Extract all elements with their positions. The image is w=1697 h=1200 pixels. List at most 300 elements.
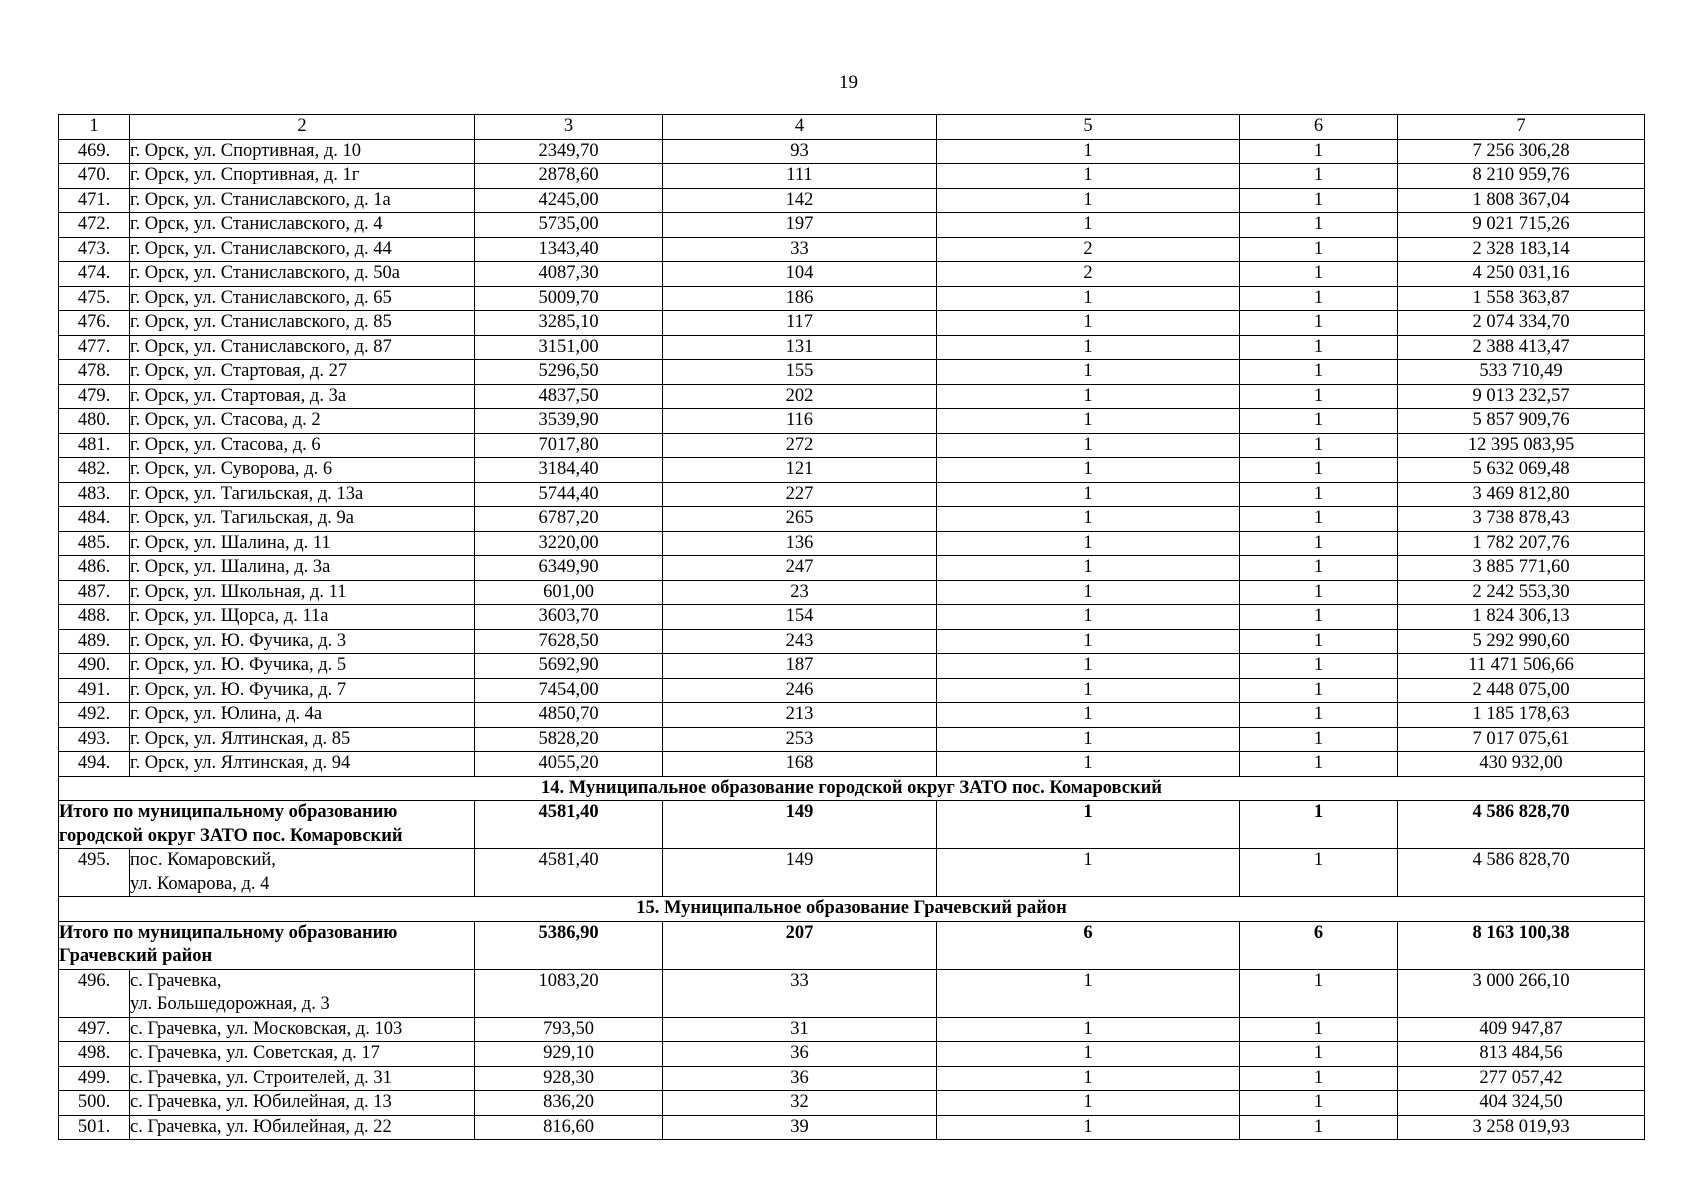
cell-line: г. Орск, ул. Станиславского, д. 44 [130, 238, 392, 259]
area-value: 5735,00 [475, 213, 663, 238]
col5-value: 1 [937, 384, 1240, 409]
col5-value: 1 [937, 139, 1240, 164]
area-value: 7017,80 [475, 433, 663, 458]
area-value: 793,50 [475, 1017, 663, 1042]
residents-value: 121 [663, 458, 937, 483]
col6-value: 1 [1240, 531, 1398, 556]
row-number: 483. [59, 482, 130, 507]
cost-value: 8 210 959,76 [1398, 164, 1645, 189]
table-row [59, 1091, 1645, 1116]
col6-value: 1 [1240, 262, 1398, 287]
area-value: 3539,90 [475, 409, 663, 434]
address [130, 1042, 475, 1067]
col5-value: 1 [937, 1115, 1240, 1140]
row-number: 475. [59, 286, 130, 311]
row-number: 478. [59, 360, 130, 385]
col5-value: 1 [937, 433, 1240, 458]
address [130, 1066, 475, 1091]
col5-value: 1 [937, 1091, 1240, 1116]
cost-value: 1 185 178,63 [1398, 703, 1645, 728]
area-value: 816,60 [475, 1115, 663, 1140]
row-number: 493. [59, 727, 130, 752]
area-value: 4055,20 [475, 752, 663, 777]
row-number: 496. [59, 969, 130, 1017]
cell-line: г. Орск, ул. Тагильская, д. 9а [130, 508, 354, 528]
cell-line: г. Орск, ул. Спортивная, д. 10 [130, 140, 361, 161]
cost-value: 4 586 828,70 [1398, 849, 1645, 897]
residents-value: 116 [663, 409, 937, 434]
col5-value: 1 [937, 188, 1240, 213]
address [130, 969, 475, 1017]
cost-value: 813 484,56 [1398, 1042, 1645, 1067]
table-row [59, 1042, 1645, 1067]
col6-value: 1 [1240, 409, 1398, 434]
table-row [59, 1017, 1645, 1042]
col5-value: 1 [937, 629, 1240, 654]
cost-value: 5 632 069,48 [1398, 458, 1645, 483]
area-value: 3603,70 [475, 605, 663, 630]
cell-line: г. Орск, ул. Шалина, д. 11 [130, 532, 331, 553]
col6-value: 1 [1240, 654, 1398, 679]
col6-value: 1 [1240, 311, 1398, 336]
area-value: 4837,50 [475, 384, 663, 409]
cost-value: 11 471 506,66 [1398, 654, 1645, 679]
cell-line: г. Орск, ул. Спортивная, д. 1г [130, 165, 360, 185]
table-row [59, 482, 1645, 507]
residents-value: 136 [663, 531, 937, 556]
col6-value: 1 [1240, 1091, 1398, 1116]
table-row [59, 969, 1645, 1017]
address [130, 164, 475, 189]
section-header-row [59, 897, 1645, 922]
row-number: 470. [59, 164, 130, 189]
area-value: 1083,20 [475, 969, 663, 1017]
column-number: 5 [937, 115, 1240, 140]
table-row [59, 556, 1645, 581]
residents-value: 117 [663, 311, 937, 336]
cost-value: 1 558 363,87 [1398, 286, 1645, 311]
cost-value: 1 824 306,13 [1398, 605, 1645, 630]
cell-line: г. Орск, ул. Ялтинская, д. 85 [130, 728, 351, 749]
address [130, 482, 475, 507]
area-value: 5828,20 [475, 727, 663, 752]
address [130, 335, 475, 360]
residents-value: 149 [663, 849, 937, 897]
area-value: 3151,00 [475, 335, 663, 360]
table-row [59, 237, 1645, 262]
address [130, 727, 475, 752]
address [130, 1017, 475, 1042]
residents-value: 265 [663, 507, 937, 532]
col6-value: 1 [1240, 213, 1398, 238]
column-number-row [59, 115, 1645, 140]
col6-value: 1 [1240, 703, 1398, 728]
column-number: 2 [130, 115, 475, 140]
address [130, 458, 475, 483]
row-number: 487. [59, 580, 130, 605]
cost-value: 277 057,42 [1398, 1066, 1645, 1091]
residents-value: 227 [663, 482, 937, 507]
col6-value: 1 [1240, 629, 1398, 654]
table-row [59, 139, 1645, 164]
col5-value: 1 [937, 605, 1240, 630]
row-number: 492. [59, 703, 130, 728]
area-value: 929,10 [475, 1042, 663, 1067]
col5-value: 1 [937, 213, 1240, 238]
cost-value: 9 021 715,26 [1398, 213, 1645, 238]
area-value: 3220,00 [475, 531, 663, 556]
area-value: 1343,40 [475, 237, 663, 262]
total-label [59, 801, 475, 849]
table-row [59, 286, 1645, 311]
cost-value: 1 808 367,04 [1398, 188, 1645, 213]
address [130, 752, 475, 777]
area-value: 5386,90 [475, 921, 663, 969]
row-number: 476. [59, 311, 130, 336]
residents-value: 186 [663, 286, 937, 311]
address [130, 849, 475, 897]
table-row [59, 433, 1645, 458]
col5-value: 2 [937, 237, 1240, 262]
col5-value: 1 [937, 556, 1240, 581]
col6-value: 1 [1240, 335, 1398, 360]
total-row [59, 801, 1645, 849]
cell-line: с. Грачевка, ул. Советская, д. 17 [130, 1043, 380, 1063]
cost-value: 2 388 413,47 [1398, 335, 1645, 360]
table-row [59, 262, 1645, 287]
area-value: 6349,90 [475, 556, 663, 581]
area-value: 5692,90 [475, 654, 663, 679]
col5-value: 1 [937, 409, 1240, 434]
area-value: 7454,00 [475, 678, 663, 703]
col5-value: 1 [937, 1017, 1240, 1042]
table-row [59, 703, 1645, 728]
cell-line: с. Грачевка, [130, 970, 222, 991]
row-number: 480. [59, 409, 130, 434]
table-row [59, 188, 1645, 213]
cell-line: г. Орск, ул. Станиславского, д. 50а [130, 263, 400, 283]
cell-line: г. Орск, ул. Шалина, д. 3а [130, 557, 331, 577]
cost-value: 3 469 812,80 [1398, 482, 1645, 507]
col6-value: 1 [1240, 286, 1398, 311]
cost-value: 3 258 019,93 [1398, 1115, 1645, 1140]
column-number: 1 [59, 115, 130, 140]
cell-line: г. Орск, ул. Стасова, д. 6 [130, 434, 321, 455]
col5-value: 1 [937, 1042, 1240, 1067]
row-number: 472. [59, 213, 130, 238]
residents-value: 36 [663, 1042, 937, 1067]
address [130, 605, 475, 630]
residents-value: 272 [663, 433, 937, 458]
residents-value: 243 [663, 629, 937, 654]
cell-line: г. Орск, ул. Стартовая, д. 27 [130, 361, 348, 381]
row-number: 485. [59, 531, 130, 556]
row-number: 499. [59, 1066, 130, 1091]
table-row [59, 605, 1645, 630]
residents-value: 246 [663, 678, 937, 703]
table-row [59, 678, 1645, 703]
address [130, 360, 475, 385]
page-number: 19 [839, 72, 858, 93]
col5-value: 1 [937, 507, 1240, 532]
area-value: 5744,40 [475, 482, 663, 507]
col6-value: 1 [1240, 188, 1398, 213]
table-row [59, 458, 1645, 483]
table-row [59, 507, 1645, 532]
total-row [59, 921, 1645, 969]
section-title: 14. Муниципальное образование городской округ ЗАТО пос. Комаровский [59, 776, 1645, 801]
cell-line: ул. Большедорожная, д. 3 [130, 994, 330, 1014]
row-number: 482. [59, 458, 130, 483]
residents-value: 154 [663, 605, 937, 630]
col6-value: 1 [1240, 969, 1398, 1017]
cost-value: 5 857 909,76 [1398, 409, 1645, 434]
cost-value: 430 932,00 [1398, 752, 1645, 777]
residents-value: 23 [663, 580, 937, 605]
table-row [59, 213, 1645, 238]
table-row [59, 384, 1645, 409]
table-row [59, 311, 1645, 336]
col5-value: 1 [937, 1066, 1240, 1091]
cost-value: 404 324,50 [1398, 1091, 1645, 1116]
section-header-row [59, 776, 1645, 801]
area-value: 2878,60 [475, 164, 663, 189]
cell-line: городской округ ЗАТО пос. Комаровский [59, 825, 403, 846]
section-title: 15. Муниципальное образование Грачевский район [59, 897, 1645, 922]
address [130, 1115, 475, 1140]
table-row [59, 164, 1645, 189]
residents-value: 142 [663, 188, 937, 213]
col6-value: 1 [1240, 1066, 1398, 1091]
cell-line: г. Орск, ул. Стасова, д. 2 [130, 410, 321, 430]
col5-value: 1 [937, 801, 1240, 849]
area-value: 4087,30 [475, 262, 663, 287]
area-value: 4581,40 [475, 849, 663, 897]
address [130, 556, 475, 581]
table-row [59, 1066, 1645, 1091]
residents-value: 253 [663, 727, 937, 752]
residents-value: 104 [663, 262, 937, 287]
area-value: 836,20 [475, 1091, 663, 1116]
cell-line: г. Орск, ул. Станиславского, д. 65 [130, 287, 392, 308]
residents-value: 31 [663, 1017, 937, 1042]
residents-value: 168 [663, 752, 937, 777]
col6-value: 6 [1240, 921, 1398, 969]
row-number: 469. [59, 139, 130, 164]
area-value: 3184,40 [475, 458, 663, 483]
total-label [59, 921, 475, 969]
address [130, 507, 475, 532]
cell-line: с. Грачевка, ул. Строителей, д. 31 [130, 1067, 392, 1088]
residents-value: 111 [663, 164, 937, 189]
row-number: 498. [59, 1042, 130, 1067]
col6-value: 1 [1240, 727, 1398, 752]
residents-value: 247 [663, 556, 937, 581]
row-number: 500. [59, 1091, 130, 1116]
row-number: 479. [59, 384, 130, 409]
address [130, 286, 475, 311]
residents-value: 131 [663, 335, 937, 360]
table-row [59, 629, 1645, 654]
cell-line: с. Грачевка, ул. Юбилейная, д. 22 [130, 1116, 392, 1137]
area-value: 7628,50 [475, 629, 663, 654]
col5-value: 1 [937, 580, 1240, 605]
col5-value: 1 [937, 969, 1240, 1017]
residents-value: 33 [663, 969, 937, 1017]
col5-value: 1 [937, 678, 1240, 703]
col6-value: 1 [1240, 139, 1398, 164]
col5-value: 2 [937, 262, 1240, 287]
row-number: 490. [59, 654, 130, 679]
residents-value: 202 [663, 384, 937, 409]
col5-value: 1 [937, 311, 1240, 336]
cell-line: г. Орск, ул. Суворова, д. 6 [130, 459, 333, 479]
col6-value: 1 [1240, 1115, 1398, 1140]
cost-value: 2 328 183,14 [1398, 237, 1645, 262]
cost-value: 5 292 990,60 [1398, 629, 1645, 654]
col6-value: 1 [1240, 801, 1398, 849]
row-number: 489. [59, 629, 130, 654]
cost-value: 533 710,49 [1398, 360, 1645, 385]
row-number: 474. [59, 262, 130, 287]
col6-value: 1 [1240, 360, 1398, 385]
address [130, 531, 475, 556]
table-row [59, 335, 1645, 360]
col5-value: 1 [937, 727, 1240, 752]
col6-value: 1 [1240, 678, 1398, 703]
col5-value: 1 [937, 164, 1240, 189]
cell-line: г. Орск, ул. Станиславского, д. 1а [130, 189, 391, 210]
table-body [59, 139, 1645, 1140]
residents-value: 39 [663, 1115, 937, 1140]
area-value: 928,30 [475, 1066, 663, 1091]
cost-value: 2 448 075,00 [1398, 678, 1645, 703]
table-row [59, 580, 1645, 605]
cell-line: г. Орск, ул. Щорса, д. 11а [130, 606, 329, 626]
row-number: 488. [59, 605, 130, 630]
cost-value: 9 013 232,57 [1398, 384, 1645, 409]
column-number: 7 [1398, 115, 1645, 140]
row-number: 491. [59, 678, 130, 703]
table-row [59, 727, 1645, 752]
residents-value: 187 [663, 654, 937, 679]
col6-value: 1 [1240, 433, 1398, 458]
row-number: 473. [59, 237, 130, 262]
cell-line: г. Орск, ул. Станиславского, д. 85 [130, 312, 392, 332]
cost-value: 409 947,87 [1398, 1017, 1645, 1042]
address [130, 213, 475, 238]
col6-value: 1 [1240, 580, 1398, 605]
cell-line: г. Орск, ул. Стартовая, д. 3а [130, 385, 347, 406]
column-number: 4 [663, 115, 937, 140]
address [130, 629, 475, 654]
residents-value: 36 [663, 1066, 937, 1091]
table-row [59, 849, 1645, 897]
cost-value: 3 885 771,60 [1398, 556, 1645, 581]
cell-line: г. Орск, ул. Ю. Фучика, д. 5 [130, 655, 347, 675]
registry-table [58, 114, 1645, 1140]
residents-value: 155 [663, 360, 937, 385]
cell-line: г. Орск, ул. Школьная, д. 11 [130, 581, 347, 602]
area-value: 4245,00 [475, 188, 663, 213]
address [130, 384, 475, 409]
cell-line: с. Грачевка, ул. Юбилейная, д. 13 [130, 1092, 392, 1112]
row-number: 477. [59, 335, 130, 360]
address [130, 409, 475, 434]
table-row [59, 752, 1645, 777]
address [130, 188, 475, 213]
cost-value: 4 586 828,70 [1398, 801, 1645, 849]
address [130, 703, 475, 728]
col5-value: 1 [937, 360, 1240, 385]
residents-value: 32 [663, 1091, 937, 1116]
residents-value: 149 [663, 801, 937, 849]
col6-value: 1 [1240, 237, 1398, 262]
cell-line: Грачевский район [59, 946, 213, 966]
area-value: 3285,10 [475, 311, 663, 336]
cost-value: 2 074 334,70 [1398, 311, 1645, 336]
table-row [59, 360, 1645, 385]
cost-value: 4 250 031,16 [1398, 262, 1645, 287]
col5-value: 1 [937, 849, 1240, 897]
address [130, 433, 475, 458]
address [130, 262, 475, 287]
area-value: 5296,50 [475, 360, 663, 385]
cell-line: Итого по муниципальному образованию [59, 922, 398, 943]
area-value: 601,00 [475, 580, 663, 605]
col6-value: 1 [1240, 752, 1398, 777]
row-number: 494. [59, 752, 130, 777]
table-row [59, 531, 1645, 556]
residents-value: 197 [663, 213, 937, 238]
column-number: 3 [475, 115, 663, 140]
address [130, 1091, 475, 1116]
row-number: 481. [59, 433, 130, 458]
col6-value: 1 [1240, 458, 1398, 483]
col5-value: 1 [937, 335, 1240, 360]
col6-value: 1 [1240, 849, 1398, 897]
table-row [59, 1115, 1645, 1140]
area-value: 4850,70 [475, 703, 663, 728]
residents-value: 207 [663, 921, 937, 969]
col5-value: 1 [937, 703, 1240, 728]
col6-value: 1 [1240, 164, 1398, 189]
col5-value: 6 [937, 921, 1240, 969]
cost-value: 2 242 553,30 [1398, 580, 1645, 605]
col5-value: 1 [937, 752, 1240, 777]
address [130, 654, 475, 679]
col5-value: 1 [937, 531, 1240, 556]
cost-value: 3 738 878,43 [1398, 507, 1645, 532]
address [130, 237, 475, 262]
residents-value: 213 [663, 703, 937, 728]
table-row [59, 654, 1645, 679]
cell-line: г. Орск, ул. Юлина, д. 4а [130, 704, 323, 724]
table-row [59, 409, 1645, 434]
address [130, 580, 475, 605]
cost-value: 7 017 075,61 [1398, 727, 1645, 752]
area-value: 5009,70 [475, 286, 663, 311]
col6-value: 1 [1240, 507, 1398, 532]
residents-value: 93 [663, 139, 937, 164]
col6-value: 1 [1240, 605, 1398, 630]
column-number: 6 [1240, 115, 1398, 140]
cost-value: 7 256 306,28 [1398, 139, 1645, 164]
cost-value: 1 782 207,76 [1398, 531, 1645, 556]
cost-value: 3 000 266,10 [1398, 969, 1645, 1017]
cell-line: г. Орск, ул. Станиславского, д. 4 [130, 214, 383, 234]
row-number: 484. [59, 507, 130, 532]
